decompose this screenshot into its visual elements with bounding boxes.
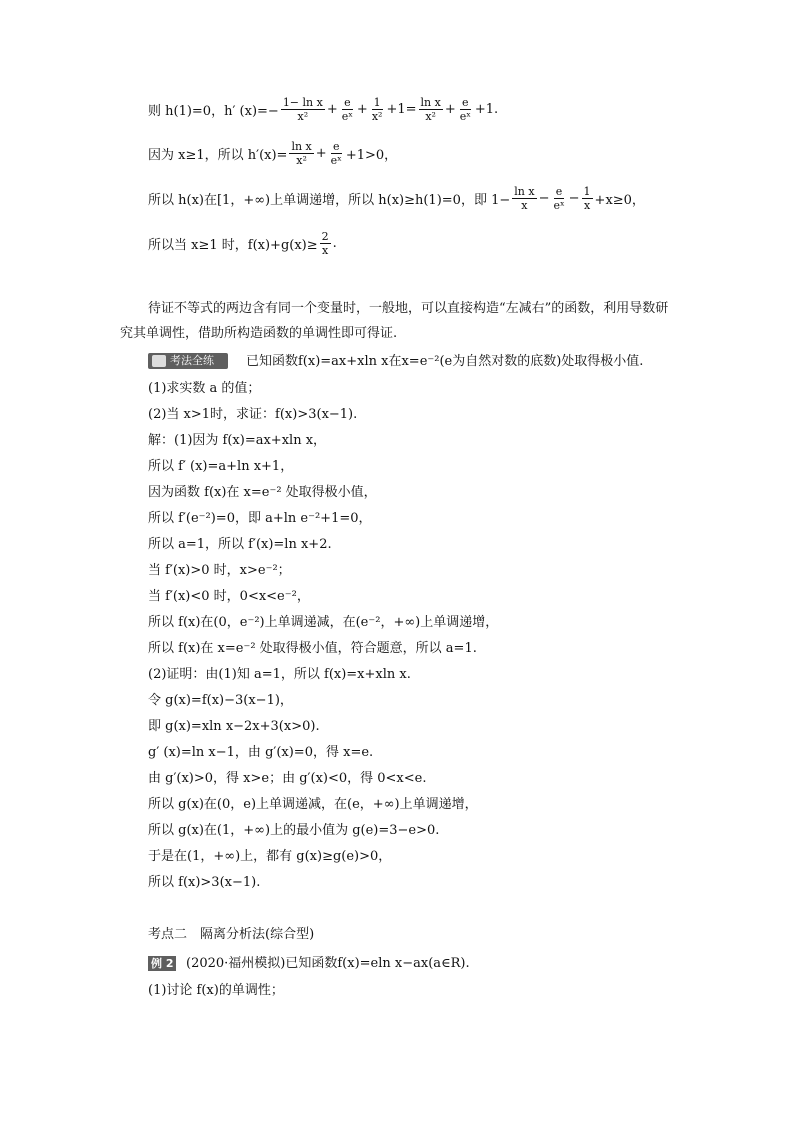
solution-line: 所以 f′ (x)=a+ln x+1， [148,459,294,474]
solution-line: 由 g′(x)>0，得 x>e；由 g′(x)<0，得 0<x<e. [148,771,427,786]
solution-line: 所以 f(x)>3(x−1). [148,875,261,890]
pencil-icon [152,355,166,367]
text: 则 h(1)=0，h′ (x)=− [148,104,279,119]
solution-line: 于是在(1，+∞)上，都有 g(x)≥g(e)>0， [148,849,392,864]
solution-line: 解：(1)因为 f(x)=ax+xln x， [148,433,327,448]
monotonic-line: 所以 h(x)在[1，+∞)上单调递增，所以 h(x)≥h(1)=0，即 1− $\frac{\text{ln x}}{x}$ − $\frac{e}{\text{eˣ}}$ − $\frac{1}{x}$ +x≥0， [148,185,645,212]
conclusion-line: 所以当 x≥1 时，f(x)+g(x)≥ $\frac{2}{x}$ . [148,230,337,257]
solution-line: 所以 a=1，所以 f′(x)=ln x+2. [148,537,332,552]
solution-line: 因为函数 f(x)在 x=e⁻² 处取得极小值， [148,485,377,500]
positivity-line: 因为 x≥1，所以 h′(x)= $\frac{\text{ln x}}{\text{x²}}$ + $\frac{e}{\text{eˣ}}$ +1>0， [148,140,398,167]
solution-line: 当 f′(x)<0 时，0<x<e⁻²， [148,589,310,604]
derivative-line: 则 h(1)=0，h′ (x)=− $\frac{\text{1− ln x}}{\text{x²}}$ + $\frac{e}{\text{eˣ}}$ + $\frac{1}{\text{x²}}$ +1= $\frac{\text{ln x}}{\text{x²}}$ + $\frac{e}{\text{eˣ}}$ +1. [148,96,499,123]
solution-line: (1)求实数 a 的值； [148,381,261,396]
solution-line: (2)证明：由(1)知 a=1，所以 f(x)=x+xln x. [148,667,411,682]
solution-line: 所以 f(x)在 x=e⁻² 处取得极小值，符合题意，所以 a=1. [148,641,477,656]
example-badge: 例 2 [148,956,176,971]
fraction: $\frac{\text{1− ln x}}{\text{x²}}$ [282,96,323,123]
fraction: $\frac{1}{\text{x²}}$ [371,96,383,123]
solution-line: 所以 f′(e⁻²)=0，即 a+ln e⁻²+1=0， [148,511,372,526]
fraction: $\frac{\text{ln x}}{\text{x²}}$ [420,96,441,123]
section-title: 考点二 隔离分析法(综合型) [148,927,315,942]
method-note: 待证不等式的两边含有同一个变量时，一般地，可以直接构造“左减右”的函数，利用导数研究其单调性，借助所构造函数的单调性即可得证. [120,301,669,341]
practice-problem: 已知函数f(x)=ax+xln x在x=e⁻²(e为自然对数的底数)处取得极小值. [246,354,644,369]
solution-line: 即 g(x)=xln x−2x+3(x>0). [148,719,320,734]
solution-line: 所以 g(x)在(0，e)上单调递减，在(e，+∞)上单调递增， [148,797,478,812]
solution-line: g′ (x)=ln x−1，由 g′(x)=0，得 x=e. [148,745,374,760]
fraction: $\frac{\text{ln x}}{x}$ [514,185,535,212]
fraction: $\frac{e}{\text{eˣ}}$ [341,96,353,123]
fraction: $\frac{e}{\text{eˣ}}$ [330,140,342,167]
solution-line: 所以 g(x)在(1，+∞)上的最小值为 g(e)=3−e>0. [148,823,440,838]
solution-line: (2)当 x>1时，求证：f(x)>3(x−1). [148,407,358,422]
example-problem: (2020·福州模拟)已知函数f(x)=eln x−ax(a∈R). [186,956,470,971]
solution-line: 当 f′(x)>0 时，x>e⁻²； [148,563,291,578]
solution-line: 令 g(x)=f(x)−3(x−1)， [148,693,293,708]
solution-line: 所以 f(x)在(0，e⁻²)上单调递减，在(e⁻²，+∞)上单调递增， [148,615,499,630]
fraction: $\frac{\text{ln x}}{\text{x²}}$ [291,140,312,167]
fraction: $\frac{e}{\text{eˣ}}$ [553,185,565,212]
practice-badge: 考法全练 [148,353,228,369]
fraction: $\frac{2}{x}$ [321,230,329,257]
fraction: $\frac{e}{\text{eˣ}}$ [459,96,471,123]
example-question: (1)讨论 f(x)的单调性； [148,983,284,998]
fraction: $\frac{1}{x}$ [583,185,591,212]
